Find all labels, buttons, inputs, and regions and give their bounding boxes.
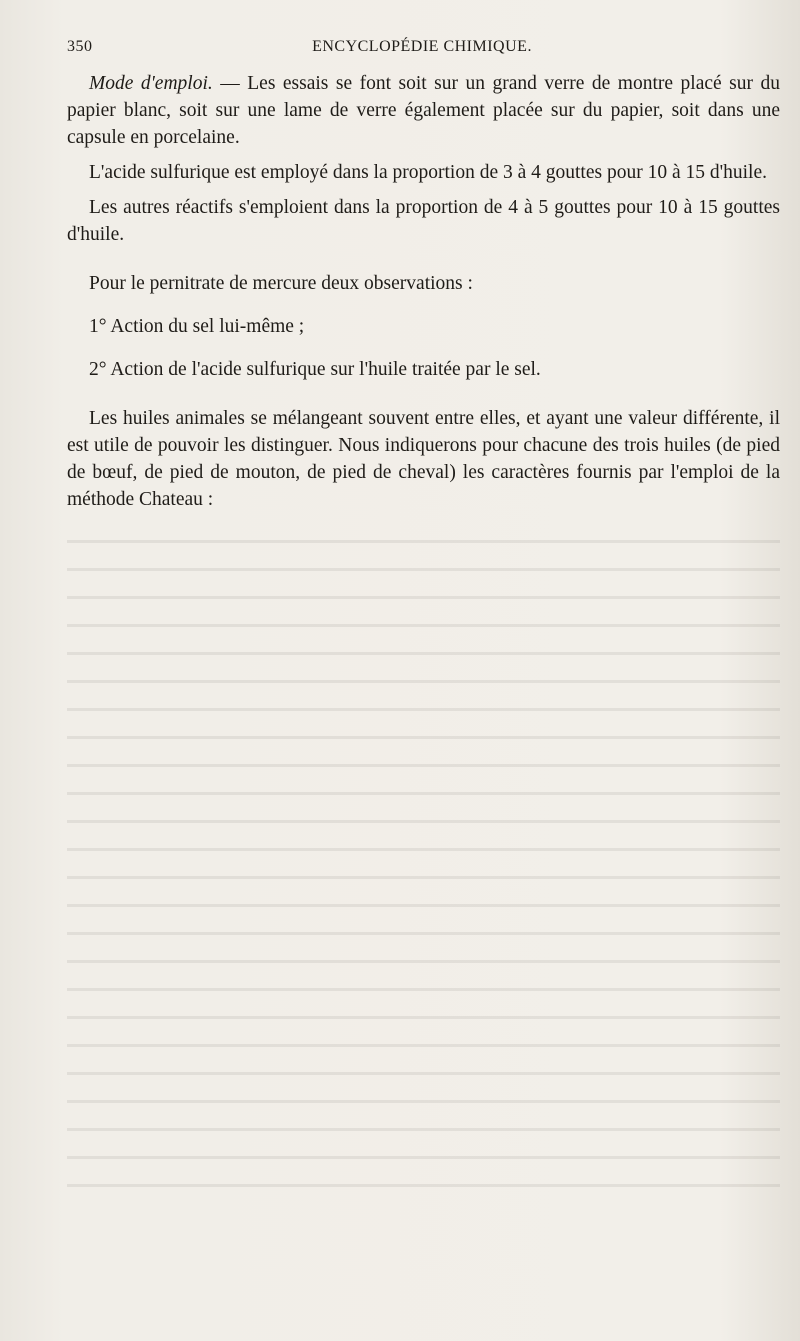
list-item-observation-1: 1° Action du sel lui-même ; [89,316,305,337]
paragraph-acide-sulfurique: L'acide sulfurique est employé dans la proportion de 3 à 4 gouttes pour 10 à 15 d'huile. [89,162,767,183]
paragraph-mode-emploi [67,70,780,151]
body-text [67,70,780,513]
paragraph-text: — Les essais se font soit sur un grand verre de montre placé sur du papier blanc, soit sur une lame de verre également placée sur du papier, soit dans une capsule en porcelaine. [67,73,780,148]
paragraph-lead: Mode d'emploi. [89,73,213,94]
paragraph-autres-reactifs: Les autres réactifs s'emploient dans la proportion de 4 à 5 gouttes pour 10 à 15 gouttes d'huile. [67,197,780,245]
list-item-observation-2: 2° Action de l'acide sulfurique sur l'huile traitée par le sel. [89,359,541,380]
bleed-through-texture [67,540,780,1300]
running-header [67,38,777,62]
running-title: ENCYCLOPÉDIE CHIMIQUE. [312,38,532,55]
paragraph-huiles-animales: Les huiles animales se mélangeant souvent entre elles, et ayant une valeur différente, il est utile de pouvoir les distinguer. Nous indiquerons pour chacune des trois huiles (de pied de bœuf, de pied de mouton, de pied de cheval) les caractères fournis par l'emploi de la méthode Chateau : [67,408,780,510]
paragraph-pernitrate: Pour le pernitrate de mercure deux observations : [89,273,473,294]
page-number: 350 [67,38,93,55]
